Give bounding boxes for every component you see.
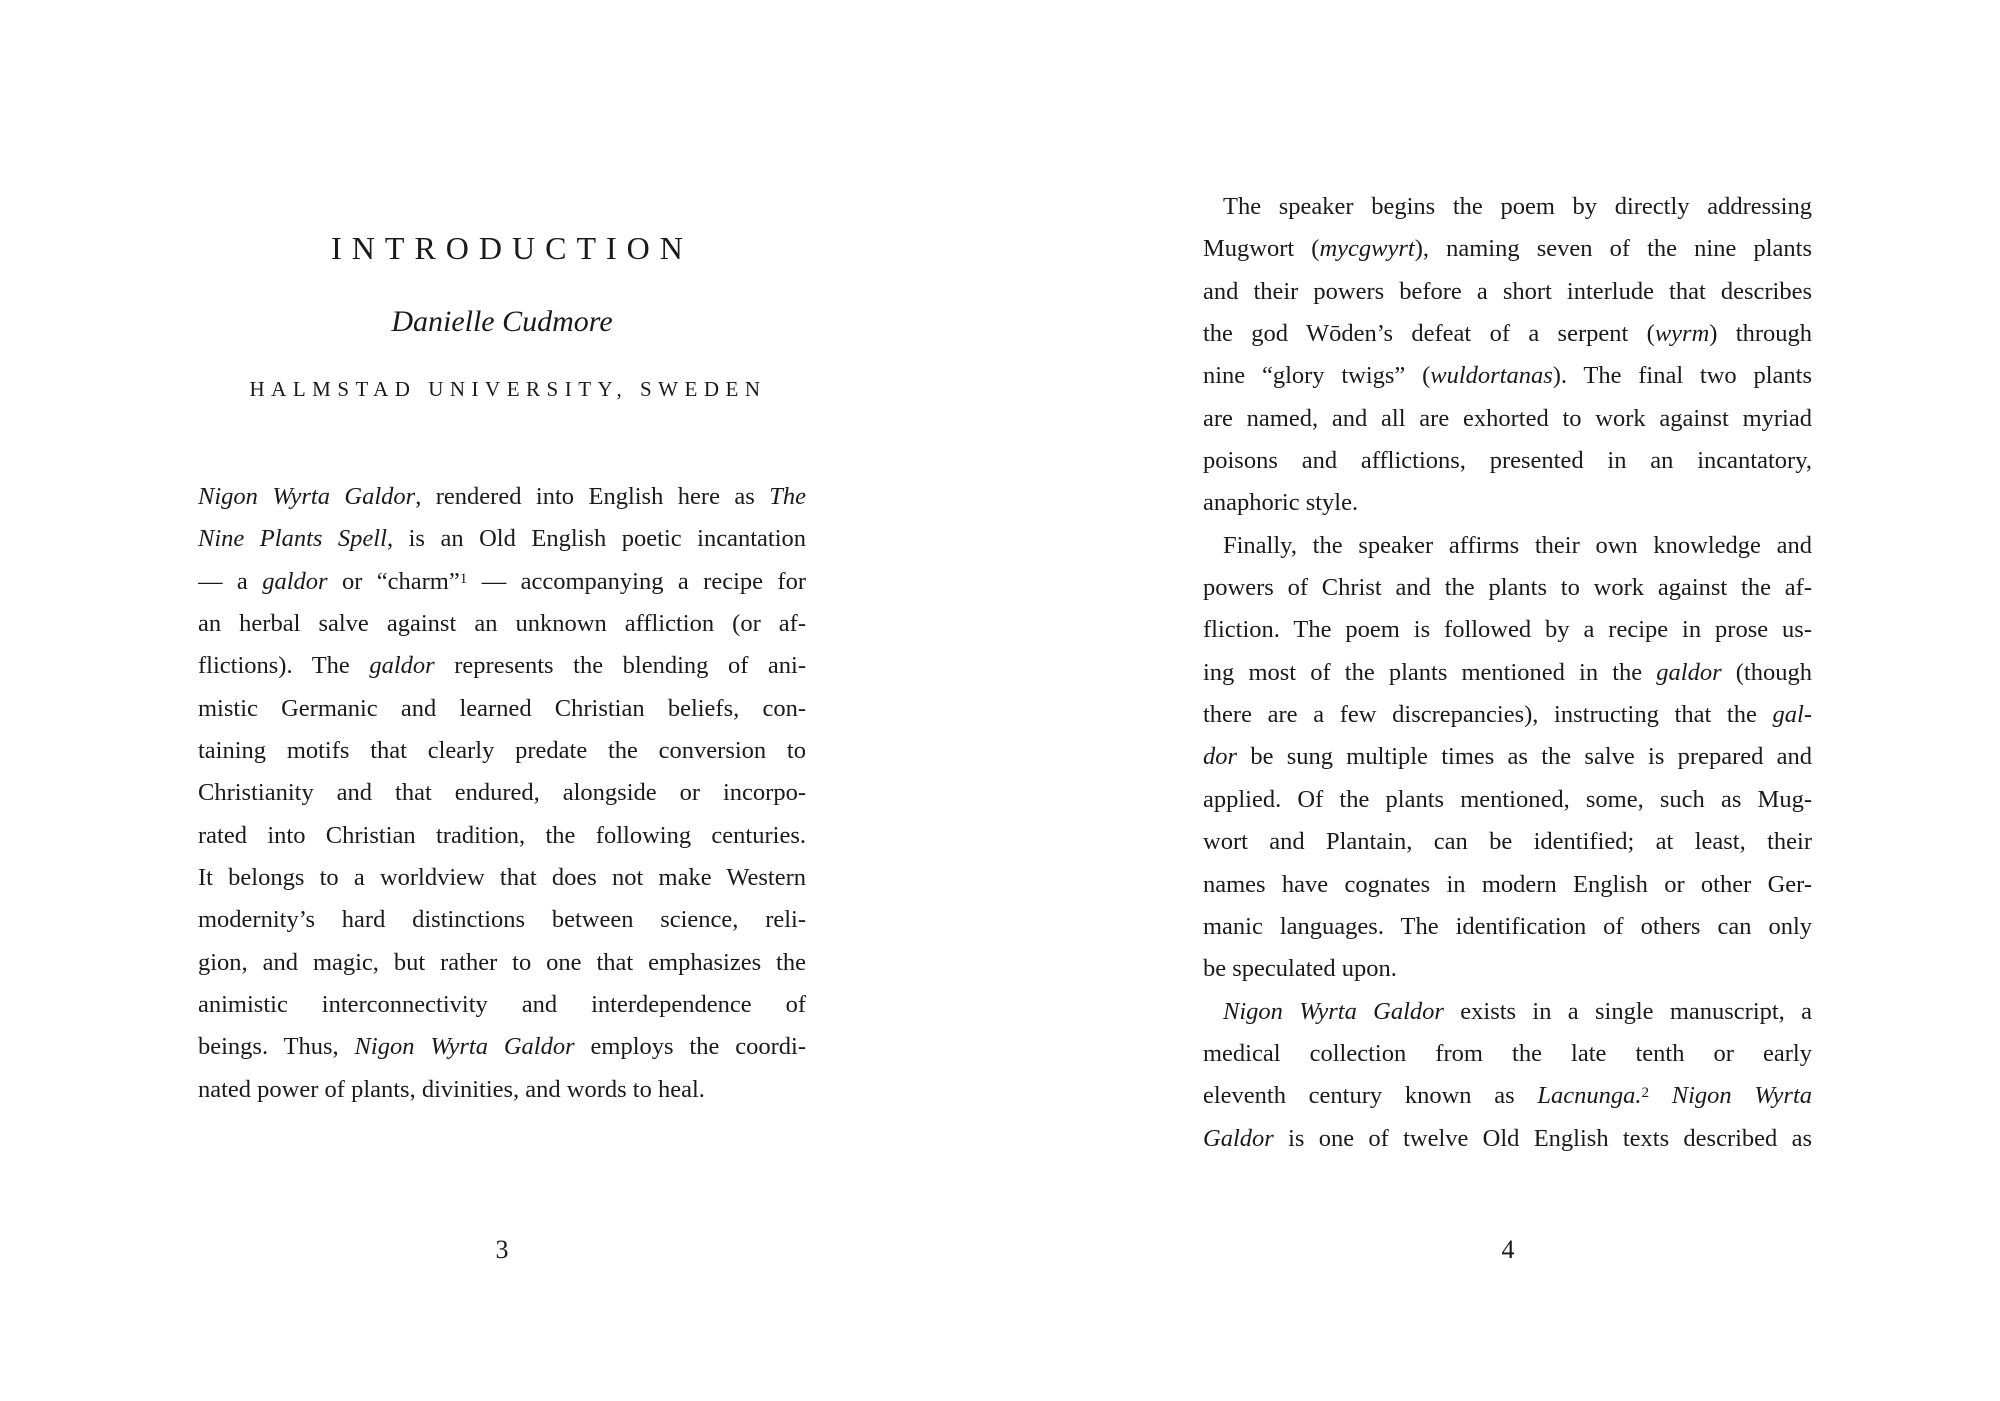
- text-line: [198, 518, 806, 560]
- page-number-left: 3: [495, 1235, 509, 1264]
- italic-text: mycgwyrt: [1319, 235, 1415, 263]
- plain-text: — a: [198, 567, 263, 595]
- plain-text: manic languages. The identification of others can only: [1203, 912, 1812, 940]
- text-line: [1203, 186, 1812, 228]
- plain-text: mistic Germanic and learned Christian beliefs, con-: [198, 694, 806, 722]
- plain-text: an herbal salve against an unknown affliction (or af-: [198, 610, 806, 638]
- plain-text: nine “glory twigs” (: [1203, 362, 1431, 390]
- footnote-marker: 1: [459, 569, 468, 587]
- italic-text: galdor: [262, 567, 328, 595]
- plain-text: , is an Old English poetic incantation: [386, 525, 806, 553]
- plain-text: , rendered into English here as: [415, 483, 770, 510]
- plain-text: animistic interconnectivity and interdependence of: [198, 991, 806, 1019]
- right-page-paragraphs: [1203, 186, 1812, 1160]
- plain-text: rated into Christian tradition, the following centuries.: [198, 821, 806, 849]
- plain-text: powers of Christ and the plants to work against the af-: [1203, 574, 1812, 602]
- italic-text: Nigon Wyrta: [1671, 1082, 1812, 1110]
- author-affiliation: HALMSTAD UNIVERSITY, SWEDEN: [249, 377, 767, 401]
- plain-text: or “charm”: [327, 567, 460, 595]
- text-line: [198, 688, 806, 730]
- text-line: [1203, 652, 1812, 694]
- plain-text: employs the coordi-: [574, 1033, 806, 1061]
- text-line: [198, 603, 806, 645]
- plain-text: taining motifs that clearly predate the conversion to: [198, 737, 806, 765]
- plain-text: Finally, the speaker affirms their own knowledge and: [1223, 531, 1812, 559]
- plain-text: be sung multiple times as the salve is prepared and: [1237, 743, 1812, 771]
- text-line: [1203, 525, 1812, 567]
- plain-text: ing most of the plants mentioned in the: [1203, 658, 1657, 686]
- text-line: [198, 730, 806, 772]
- text-line: [1203, 482, 1812, 524]
- plain-text: flictions). The: [198, 652, 370, 680]
- text-line: [1203, 906, 1812, 948]
- plain-text: medical collection from the late tenth or early: [1203, 1039, 1812, 1067]
- text-line: [198, 899, 806, 941]
- text-line: [1203, 271, 1812, 313]
- page-number-right: 4: [1501, 1235, 1515, 1264]
- italic-text: Nigon Wyrta Galdor: [354, 1033, 575, 1061]
- author-name: Danielle Cudmore: [391, 305, 613, 338]
- chapter-title: INTRODUCTION: [331, 230, 693, 266]
- italic-text: galdor: [369, 652, 435, 680]
- plain-text: there are a few discrepancies), instructing that the: [1203, 701, 1773, 729]
- text-line: [198, 561, 806, 603]
- text-line: [1203, 1033, 1812, 1075]
- plain-text: anaphoric style.: [1203, 489, 1359, 517]
- text-line: [198, 1069, 806, 1111]
- text-line: [1203, 567, 1812, 609]
- text-line: [1203, 228, 1812, 270]
- plain-text: is one of twelve Old English texts described as: [1273, 1124, 1812, 1152]
- text-line: [1203, 694, 1812, 736]
- italic-text: Galdor: [1203, 1124, 1274, 1152]
- text-line: [1203, 948, 1812, 990]
- plain-text: represents the blending of ani-: [434, 652, 806, 680]
- text-line: [1203, 313, 1812, 355]
- footnote-marker: 2: [1641, 1084, 1650, 1102]
- text-line: [1203, 736, 1812, 778]
- plain-text: nated power of plants, divinities, and words to heal.: [198, 1075, 705, 1103]
- italic-text: wuldortanas: [1430, 362, 1553, 390]
- text-line: [198, 1026, 806, 1068]
- text-line: [198, 645, 806, 687]
- plain-text: The speaker begins the poem by directly addressing: [1223, 193, 1812, 220]
- plain-text: gion, and magic, but rather to one that emphasizes the: [198, 948, 806, 976]
- text-line: [1203, 398, 1812, 440]
- plain-text: exists in a single manuscript, a: [1443, 997, 1812, 1025]
- plain-text: ). The final two plants: [1552, 362, 1812, 390]
- plain-text: beings. Thus,: [198, 1033, 355, 1061]
- plain-text: applied. Of the plants mentioned, some, such as Mug-: [1203, 785, 1812, 813]
- text-line: [198, 476, 806, 518]
- plain-text: ), naming seven of the nine plants: [1414, 235, 1812, 263]
- text-line: [198, 984, 806, 1026]
- text-line: [1203, 991, 1812, 1033]
- plain-text: are named, and all are exhorted to work against myriad: [1203, 404, 1812, 432]
- italic-text: Lacnunga.: [1537, 1082, 1642, 1110]
- text-line: [198, 857, 806, 899]
- plain-text: (though: [1721, 658, 1812, 686]
- italic-text: The: [769, 483, 806, 510]
- plain-text: modernity’s hard distinctions between science, reli-: [198, 906, 806, 934]
- plain-text: be speculated upon.: [1203, 955, 1397, 983]
- plain-text: and their powers before a short interlude that describes: [1203, 277, 1812, 305]
- italic-text: dor: [1203, 743, 1238, 771]
- text-line: [1203, 821, 1812, 863]
- plain-text: Christianity and that endured, alongside or incorpo-: [198, 779, 806, 807]
- text-line: [198, 815, 806, 857]
- left-page-paragraphs: [198, 476, 806, 1111]
- plain-text: eleventh century known as: [1203, 1082, 1538, 1110]
- plain-text: wort and Plantain, can be identified; at least, their: [1203, 828, 1812, 856]
- text-line: [1203, 440, 1812, 482]
- plain-text: poisons and afflictions, presented in an incantatory,: [1203, 447, 1812, 475]
- plain-text: Mugwort (: [1203, 235, 1320, 263]
- text-line: [1203, 609, 1812, 651]
- text-line: [198, 772, 806, 814]
- plain-text: — accompanying a recipe for: [467, 567, 806, 595]
- plain-text: names have cognates in modern English or other Ger-: [1203, 870, 1812, 898]
- plain-text: ) through: [1709, 320, 1812, 348]
- italic-text: Nigon Wyrta Galdor: [1223, 997, 1444, 1025]
- plain-text: [1649, 1082, 1672, 1109]
- italic-text: Nigon Wyrta Galdor: [198, 483, 416, 510]
- plain-text: the god Wōden’s defeat of a serpent (: [1203, 320, 1655, 348]
- text-line: [198, 942, 806, 984]
- text-line: [1203, 1118, 1812, 1160]
- text-line: [1203, 864, 1812, 906]
- plain-text: fliction. The poem is followed by a recipe in prose us-: [1203, 616, 1812, 644]
- text-line: [1203, 1075, 1812, 1117]
- italic-text: Nine Plants Spell: [198, 525, 387, 553]
- text-line: [1203, 779, 1812, 821]
- italic-text: wyrm: [1654, 320, 1710, 348]
- text-line: [1203, 355, 1812, 397]
- italic-text: gal-: [1772, 701, 1812, 729]
- plain-text: It belongs to a worldview that does not make Western: [198, 864, 806, 892]
- italic-text: galdor: [1656, 658, 1722, 686]
